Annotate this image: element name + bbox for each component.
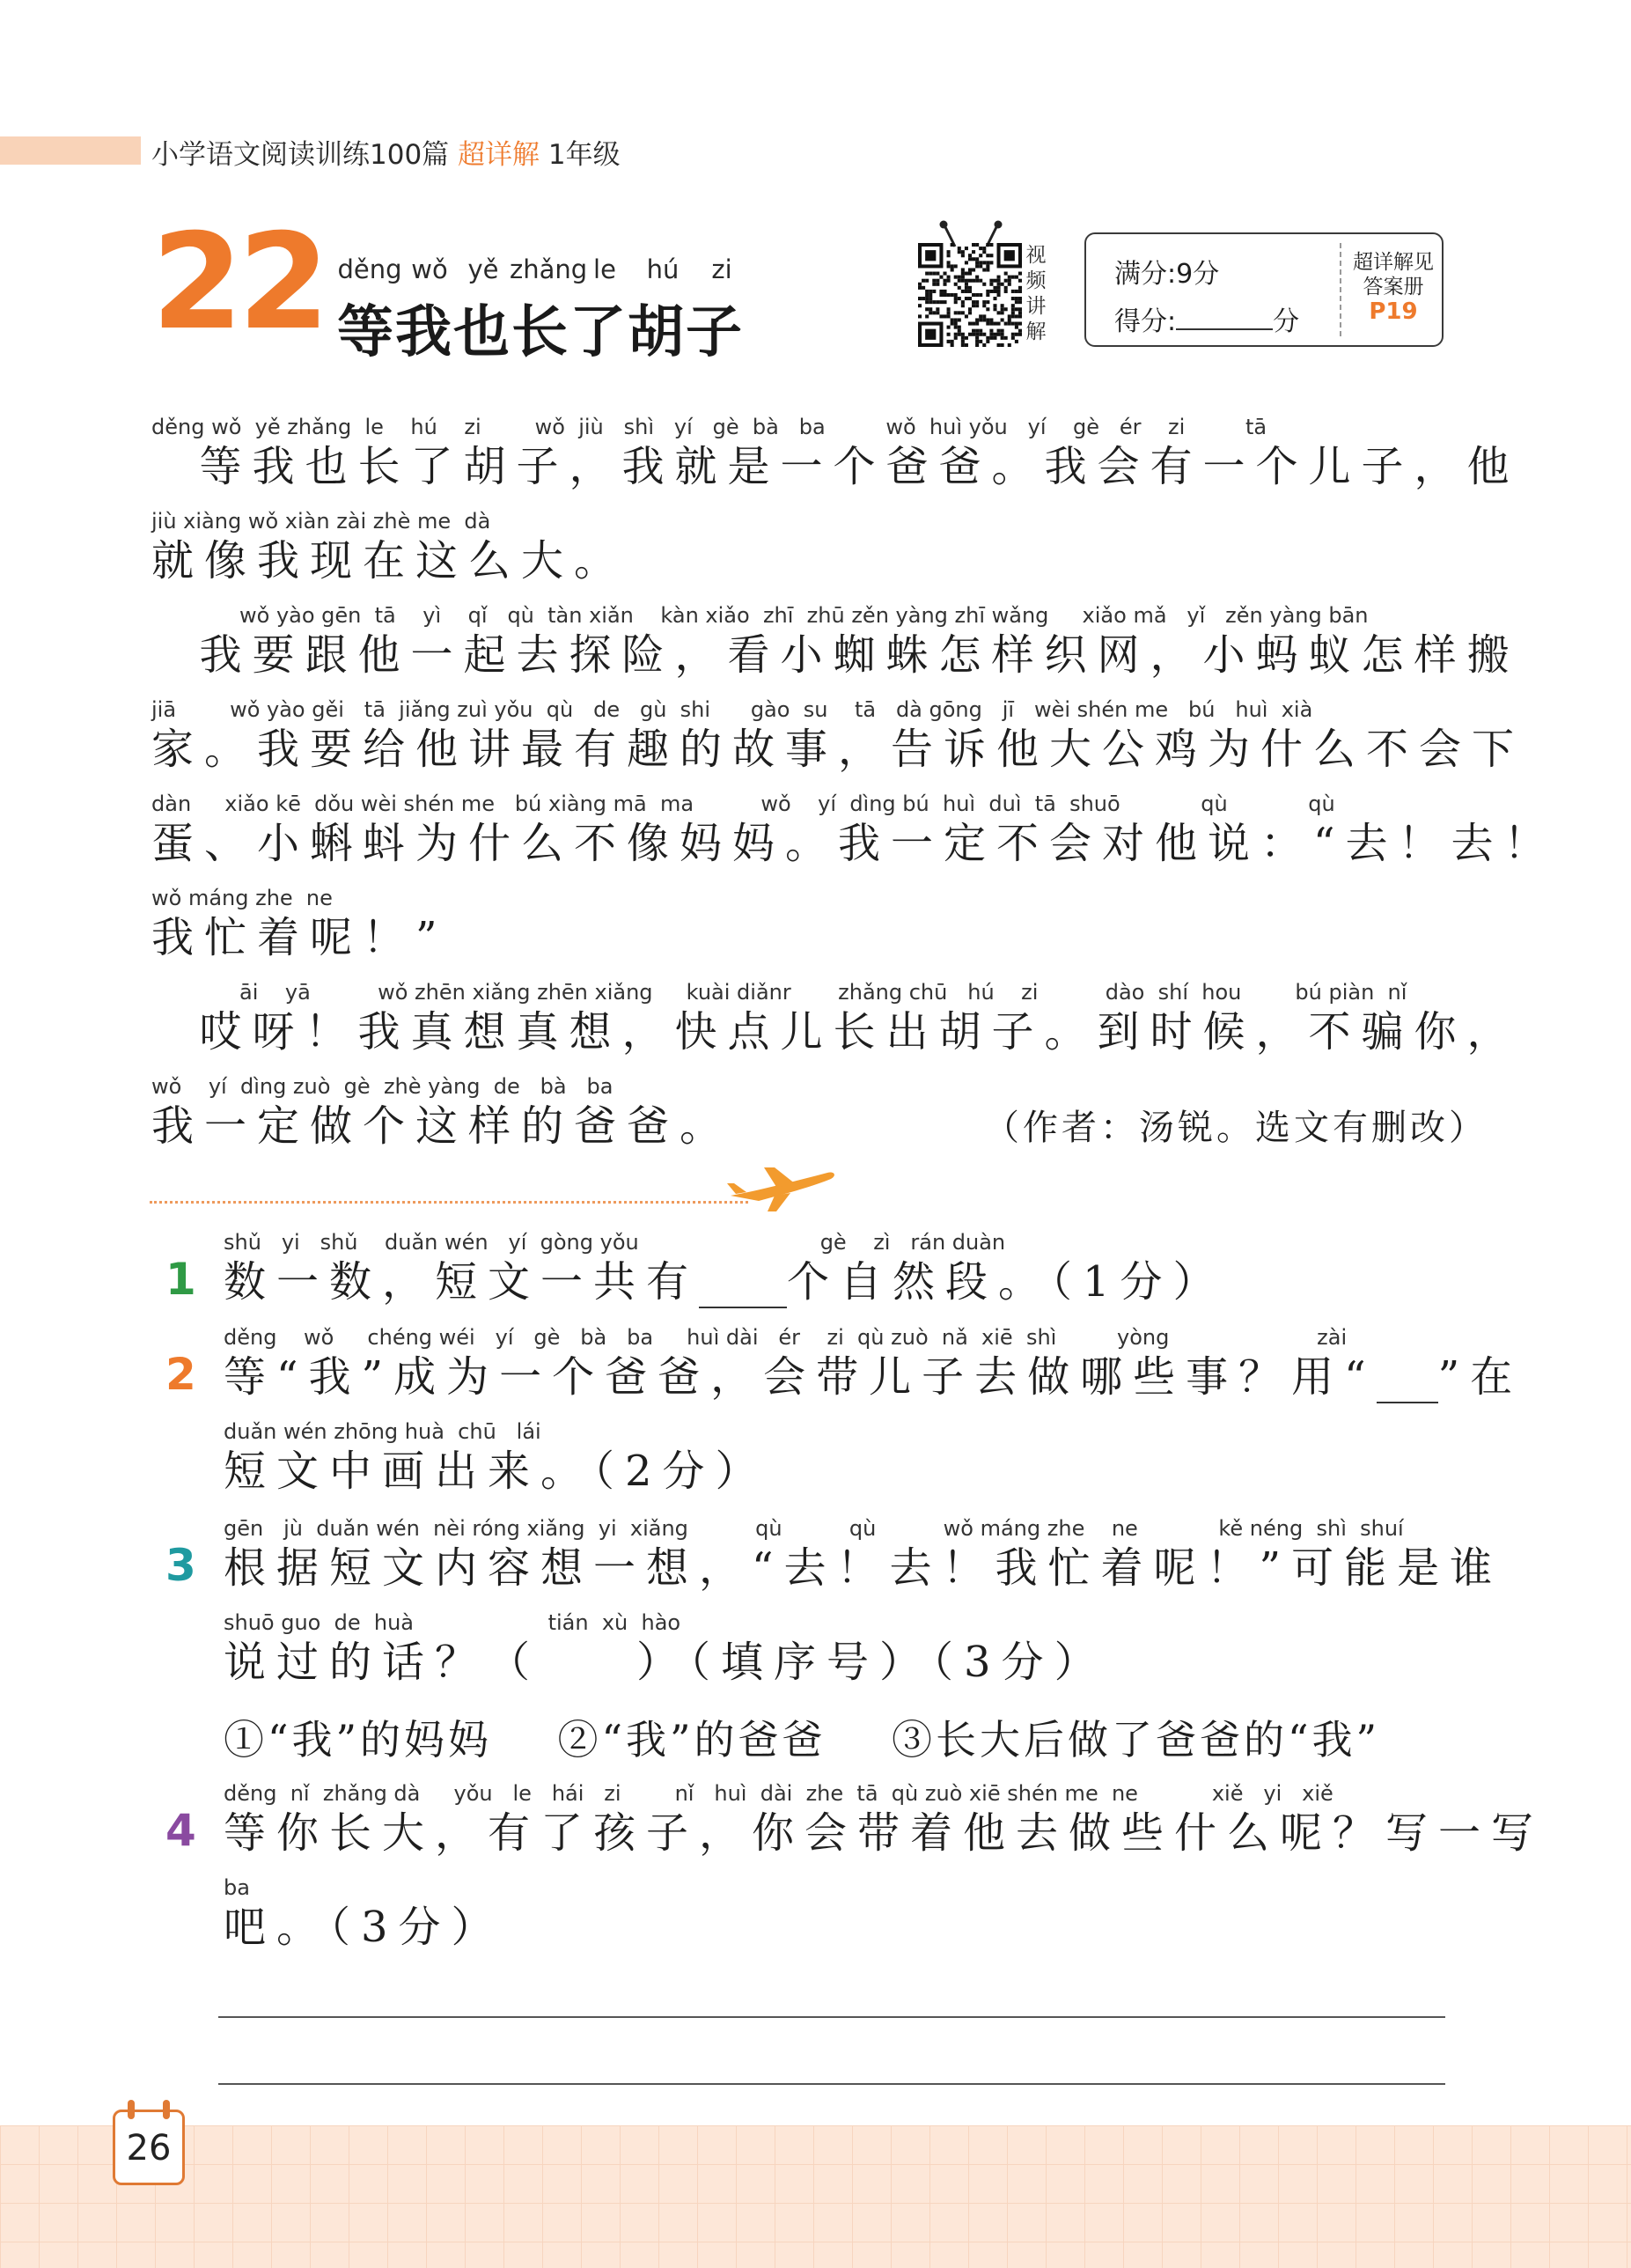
passage-line: děng wǒ yě zhǎng le hú zi wǒ jiù shì yí gè bà ba wǒ huì yǒu yí gè ér zi tā 等我也长了胡子，我就是一个爸爸。我会有一个儿子，他 [151,415,1520,491]
answer-reference: 超详解见 答案册 P19 [1343,250,1444,324]
question-3-options[interactable]: ①“我”的妈妈 ②“我”的爸爸 ③长大后做了爸爸的“我” [224,1716,1381,1764]
lesson-title: 等我也长了胡子 [337,300,744,365]
question-1-number: 1 [165,1254,196,1305]
series-highlight: 超详解 [458,139,540,171]
question-3-line: gēn jù duǎn wén nèi róng xiǎng yi xiǎng qù qù wǒ máng zhe ne kě néng shì shuí 根据短文内容想一想，“去！去！我忙着呢！”可能是谁 [224,1516,1503,1593]
passage-line: wǒ yào gēn tā yì qǐ qù tàn xiǎn kàn xiǎo zhī zhū zěn yàng zhī wǎng xiǎo mǎ yǐ zěn yàng bān 我要跟他一起去探险，看小蜘蛛怎样织网，小蚂蚁怎样搬 [151,603,1520,680]
paragraph-count-blank[interactable] [699,1268,787,1308]
title-pinyin-syllable: zhǎng [510,254,588,284]
title-pinyin-syllable: hú [646,254,680,284]
page-number: 26 [126,2128,172,2169]
qr-code-icon[interactable] [918,243,1022,347]
passage-line: jiā wǒ yào gěi tā jiǎng zuì yǒu qù de gù shi gào su tā dà gōng jī wèi shén me bú huì xià 家。我要给他讲最有趣的故事，告诉他大公鸡为什么不会下 [151,697,1525,774]
question-2-line: duǎn wén zhōng huà chū lái 短文中画出来。（2分） [224,1419,768,1496]
passage-line: wǒ máng zhe ne 我忙着呢！” [151,886,448,962]
full-score: 满分:9分 [1114,259,1220,290]
score-blank[interactable] [1176,304,1273,330]
title-pinyin-syllable: zi [711,254,732,284]
source-note: （作者：汤锐。选文有删改） [984,1108,1488,1148]
title-pinyin-syllable: děng [337,254,402,284]
answer-line[interactable] [218,2016,1445,2018]
passage-line: āi yā wǒ zhēn xiǎng zhēn xiǎng kuài diǎnr zhǎng chū hú zi dào shí hou bú piàn nǐ 哎呀！我真想真想，快点儿长出胡子。到时候，不骗你， [151,980,1520,1057]
passage-line: wǒ yí dìng zuò gè zhè yàng de bà ba 我一定做个这样的爸爸。 [151,1074,733,1151]
answer-line[interactable] [218,2083,1445,2085]
title-pinyin-syllable: yě [467,254,499,284]
series-prefix: 小学语文阅读训练100篇 [151,139,450,171]
header-accent-bar [0,136,141,165]
question-2-number: 2 [165,1349,196,1400]
title-pinyin [337,254,751,284]
section-divider [150,1201,748,1204]
footer-grid [0,2125,1631,2268]
grade-label: 1年级 [547,139,621,171]
question-4-number: 4 [165,1805,196,1856]
title-pinyin-syllable: le [593,254,616,284]
score-field[interactable]: 得分: 分 [1114,299,1299,338]
question-4-line: děng nǐ zhǎng dà yǒu le hái zi nǐ huì dài zhe tā qù zuò xiē shén me ne xiě yi xiě 等你长大，有了孩子，你会带着他去做些什么呢？写一写 [224,1781,1545,1858]
question-4-line: ba 吧。（3分） [224,1875,504,1952]
passage-line: jiù xiàng wǒ xiàn zài zhè me dà 就像我现在这么大。 [151,509,628,585]
question-1-line: shǔ yi shǔ duǎn wén yí gòng yǒu gè zì rán duàn 数一数，短文一共有 个自然段。（1分） [224,1230,1226,1307]
video-explanation-label: 视 频 讲 解 [1025,244,1047,343]
question-3-line[interactable]: shuō guo de huà tián xù hào 说过的话？（ ）（填序号）（3分） [224,1610,1107,1687]
lesson-number: 22 [151,206,325,359]
score-divider [1340,243,1341,336]
passage-line: dàn xiǎo kē dǒu wèi shén me bú xiàng mā ma wǒ yí dìng bú huì duì tā shuō qù qù 蛋、小蝌蚪为什么不像妈妈。我一定不会对他说：“去！去！ [151,792,1557,868]
series-header [151,132,621,172]
airplane-icon [724,1160,838,1213]
answer-page: P19 [1369,298,1418,325]
question-3-number: 3 [165,1540,196,1591]
mark-symbol-blank[interactable] [1377,1363,1438,1403]
title-pinyin-syllable: wǒ [411,254,448,284]
question-2-line: děng wǒ chéng wéi yí gè bà ba huì dài ér zi qù zuò nǎ xiē shì yòng zài 等“我”成为一个爸爸，会带儿子去做哪些事？用“ ”在 [224,1325,1524,1402]
calendar-icon [113,2110,185,2185]
score-box [1084,232,1444,347]
